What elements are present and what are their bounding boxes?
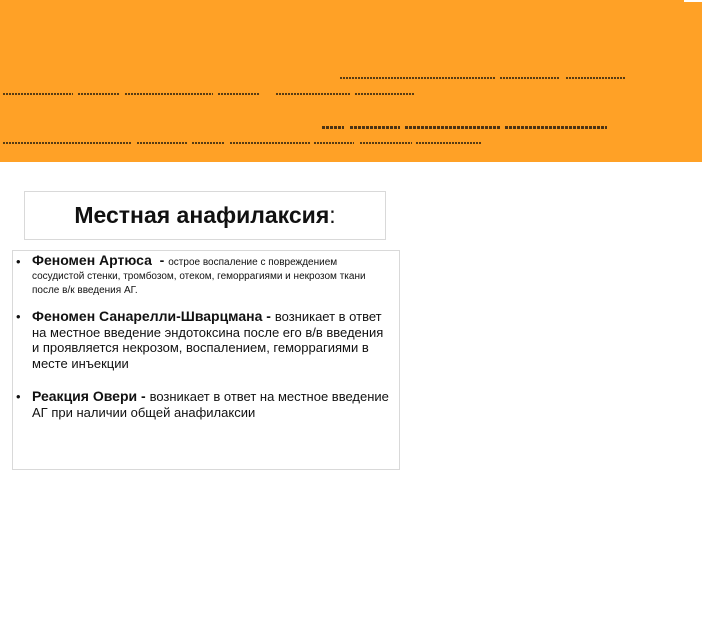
bullet-icon: • bbox=[16, 309, 21, 324]
garbled-text-line bbox=[416, 142, 482, 144]
garbled-text-line bbox=[192, 142, 224, 144]
garbled-text-line bbox=[276, 93, 351, 95]
garbled-text-line bbox=[78, 93, 120, 95]
garbled-text-line bbox=[566, 77, 626, 79]
list-item-text bbox=[32, 389, 392, 420]
garbled-text-line bbox=[3, 142, 131, 144]
item-separator: - bbox=[262, 308, 275, 324]
item-term: Феномен Артюса bbox=[32, 252, 152, 268]
orange-header-banner bbox=[0, 0, 702, 162]
content-box bbox=[12, 250, 400, 470]
slide-title-box bbox=[24, 191, 386, 240]
garbled-text-line bbox=[355, 93, 415, 95]
garbled-text-line bbox=[218, 93, 260, 95]
garbled-text-line bbox=[137, 142, 187, 144]
bullet-icon: • bbox=[16, 389, 21, 404]
slide-title bbox=[74, 202, 335, 229]
garbled-text-line bbox=[314, 142, 354, 144]
garbled-text-line bbox=[500, 77, 560, 79]
item-description: возникает в ответ на местное введение АГ при наличии общей анафилаксии bbox=[32, 389, 389, 420]
garbled-text-line bbox=[322, 126, 344, 129]
garbled-text-line bbox=[405, 126, 500, 129]
item-term: Феномен Санарелли-Шварцмана bbox=[32, 308, 263, 324]
garbled-text-line bbox=[360, 142, 412, 144]
corner-mark bbox=[684, 0, 702, 2]
item-description: острое воспаление с повреждением сосудистой стенки, тромбозом, отеком, геморрагиями и некрозом ткани после в/к введения АГ. bbox=[32, 257, 366, 296]
garbled-text-line bbox=[3, 93, 73, 95]
slide-title-colon: : bbox=[329, 202, 336, 228]
garbled-text-line bbox=[125, 93, 213, 95]
list-item-text bbox=[32, 254, 392, 297]
garbled-text-line bbox=[350, 126, 400, 129]
bullet-icon: • bbox=[16, 254, 21, 269]
item-separator: - bbox=[137, 388, 150, 404]
garbled-text-line bbox=[230, 142, 310, 144]
item-term: Реакция Овери bbox=[32, 388, 138, 404]
garbled-text-line bbox=[505, 126, 607, 129]
list-item-text bbox=[32, 309, 392, 371]
garbled-text-line bbox=[340, 77, 495, 79]
slide-title-text: Местная анафилаксия bbox=[74, 202, 330, 228]
item-description: возникает в ответ на местное введение эндотоксина после его в/в введения и проявляется некрозом, воспалением, геморрагиями в месте инъекции bbox=[32, 309, 384, 371]
item-separator: - bbox=[151, 252, 169, 268]
